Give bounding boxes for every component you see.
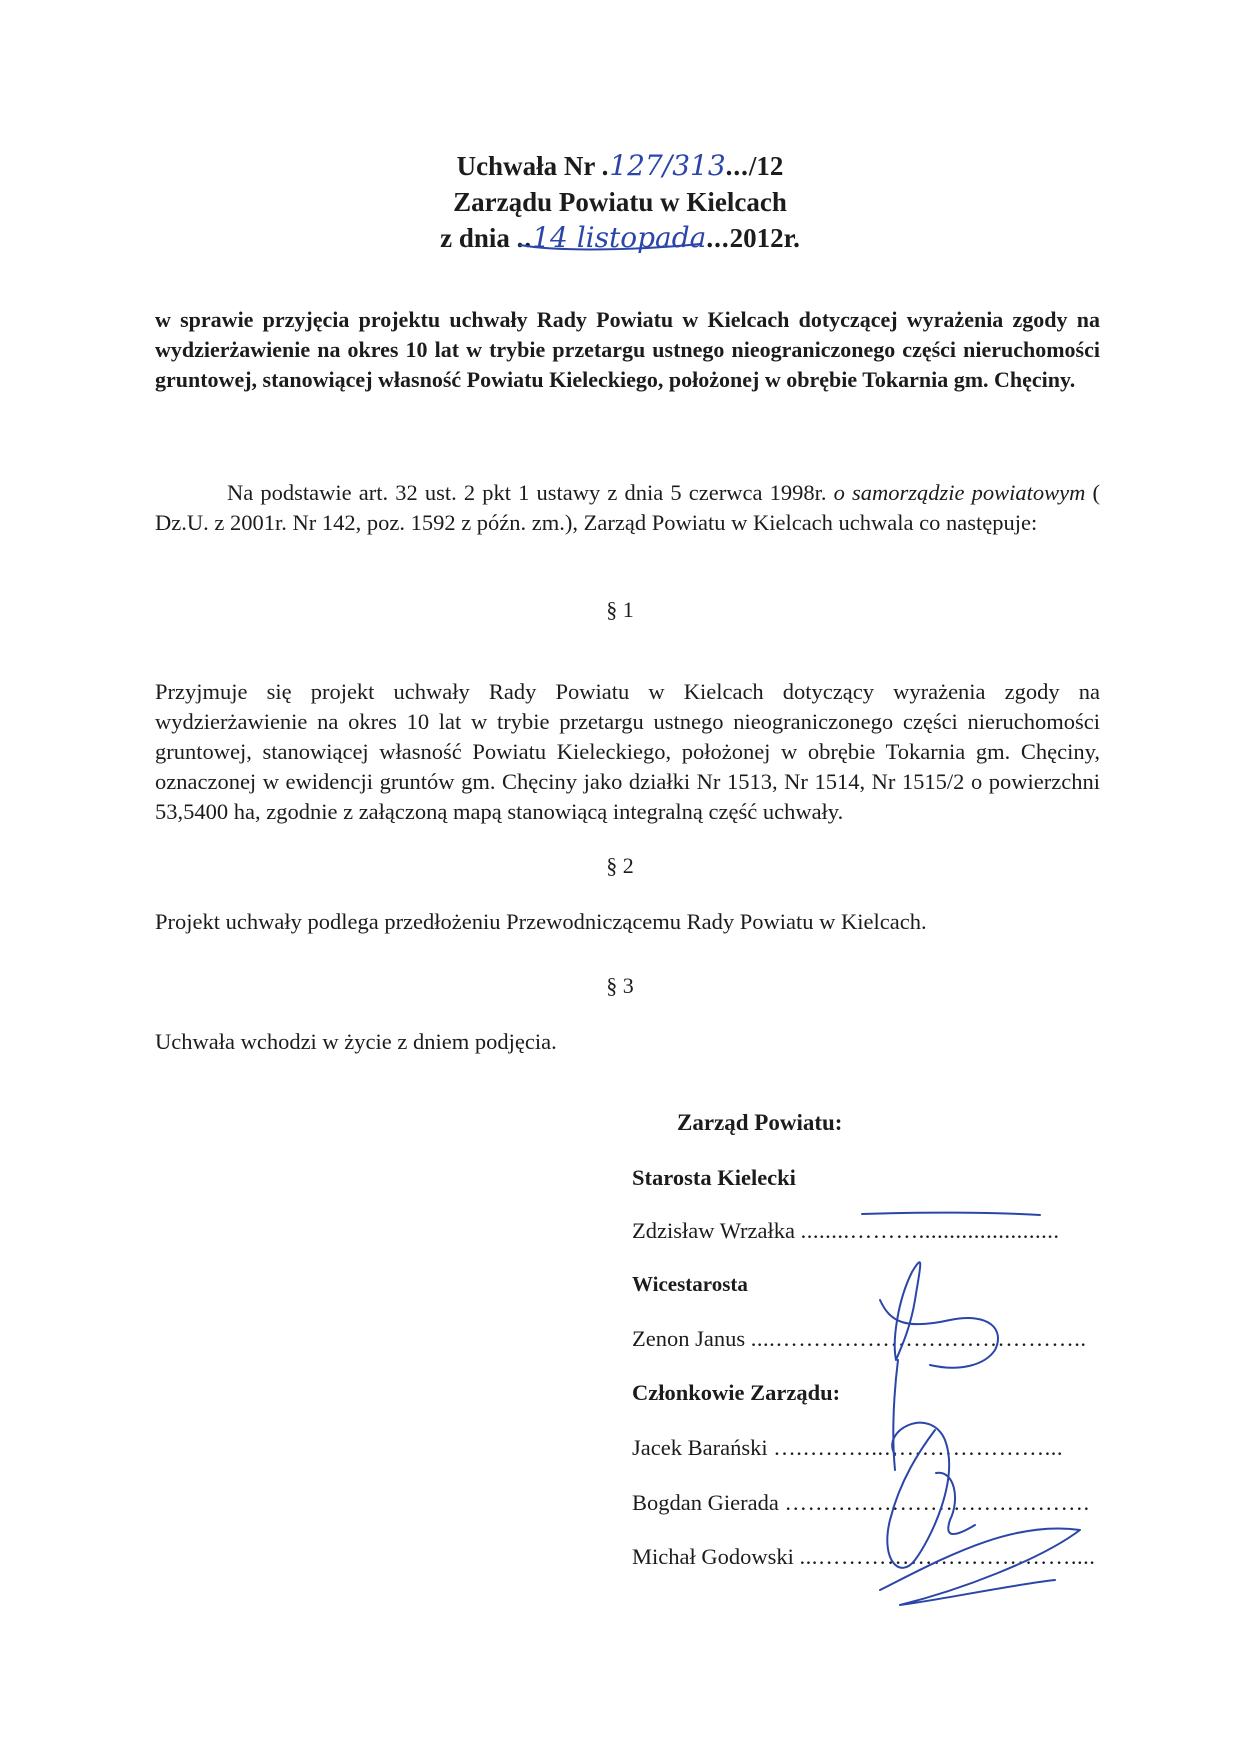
member-name: Jacek Barański	[632, 1435, 768, 1460]
section-1-text: Przyjmuje się projekt uchwały Rady Powiatu w Kielcach dotyczący wyrażenia zgody na wydzierżawienie na okres 10 lat w trybie przetargu ustnego nieograniczonego części nieruchomości gruntowej, stanowiącej własność Powiatu Kieleckiego, położonej w obrębie Tokarnia gm. Chęciny, oznaczonej w ewidencji gruntów gm. Chęciny jako działki Nr 1513, Nr 1514, Nr 1515/2 o powierzchni 53,5400 ha, zgodnie z załączoną mapą stanowiącą integralną część uchwały.	[155, 679, 1100, 824]
vice-title: Wicestarosta	[632, 1272, 748, 1296]
signature-line-starosta: Zdzisław Wrzałka ........……….......................	[632, 1218, 1060, 1243]
members-title: Członkowie Zarządu:	[632, 1380, 841, 1405]
starosta-signature-stroke	[862, 1213, 1040, 1215]
starosta-title: Starosta Kielecki	[632, 1165, 796, 1190]
section-3-text: Uchwała wchodzi w życie z dniem podjęcia.	[155, 1029, 557, 1054]
signature-line-member-2: Bogdan Gierada ………………………………….	[632, 1490, 1090, 1515]
handwritten-date: 14 listopada	[532, 221, 707, 254]
legal-basis-text: Na podstawie art. 32 ust. 2 pkt 1 ustawy z dnia 5 czerwca 1998r.	[227, 480, 827, 505]
date-suffix: 2012r.	[729, 223, 800, 253]
member-name: Michał Godowski	[632, 1544, 794, 1569]
vice-name: Zenon Janus	[632, 1326, 746, 1351]
signature-line-member-3: Michał Godowski ...……………………………....	[632, 1544, 1096, 1569]
section-2-text: Projekt uchwały podlega przedłożeniu Przewodniczącemu Rady Powiatu w Kielcach.	[155, 909, 927, 934]
signature-line-member-1: Jacek Barański ….………..…………………...	[632, 1435, 1063, 1460]
date-prefix: z dnia	[440, 223, 510, 253]
handwritten-number: 127/313	[609, 149, 726, 182]
section-2-mark: § 2	[606, 853, 634, 878]
title-suffix: /12	[748, 151, 784, 181]
document-header	[0, 148, 1240, 256]
act-title: o samorządzie powiatowym	[833, 480, 1086, 505]
date-line: z dnia ..14 listopada...2012r.	[440, 221, 800, 254]
section-3-mark: § 3	[606, 973, 634, 998]
legal-basis-paragraph	[155, 478, 1100, 538]
resolution-subject: w sprawie przyjęcia projektu uchwały Rady Powiatu w Kielcach dotyczącej wyrażenia zgody na wydzierżawienie na okres 10 lat w trybie przetargu ustnego nieograniczonego części nieruchomości gruntowej, stanowiącej własność Powiatu Kieleckiego, położonej w obrębie Tokarnia gm. Chęciny.	[155, 307, 1100, 392]
title-prefix: Uchwała Nr	[456, 151, 595, 181]
legal-basis-continuation: ( Dz.U. z 2001r. Nr 142, poz. 1592 z późn. zm.), Zarząd Powiatu w Kielcach uchwala co następuje:	[155, 480, 1101, 535]
resolution-number-line: Uchwała Nr .127/313.../12	[456, 149, 784, 182]
section-1-mark: § 1	[606, 597, 634, 622]
member-name: Bogdan Gierada	[632, 1490, 779, 1515]
signature-line-vice: Zenon Janus ....…………………………………..	[632, 1326, 1087, 1351]
board-title: Zarząd Powiatu:	[677, 1110, 843, 1135]
starosta-name: Zdzisław Wrzałka	[632, 1218, 795, 1243]
issuer-line: Zarządu Powiatu w Kielcach	[453, 187, 787, 217]
